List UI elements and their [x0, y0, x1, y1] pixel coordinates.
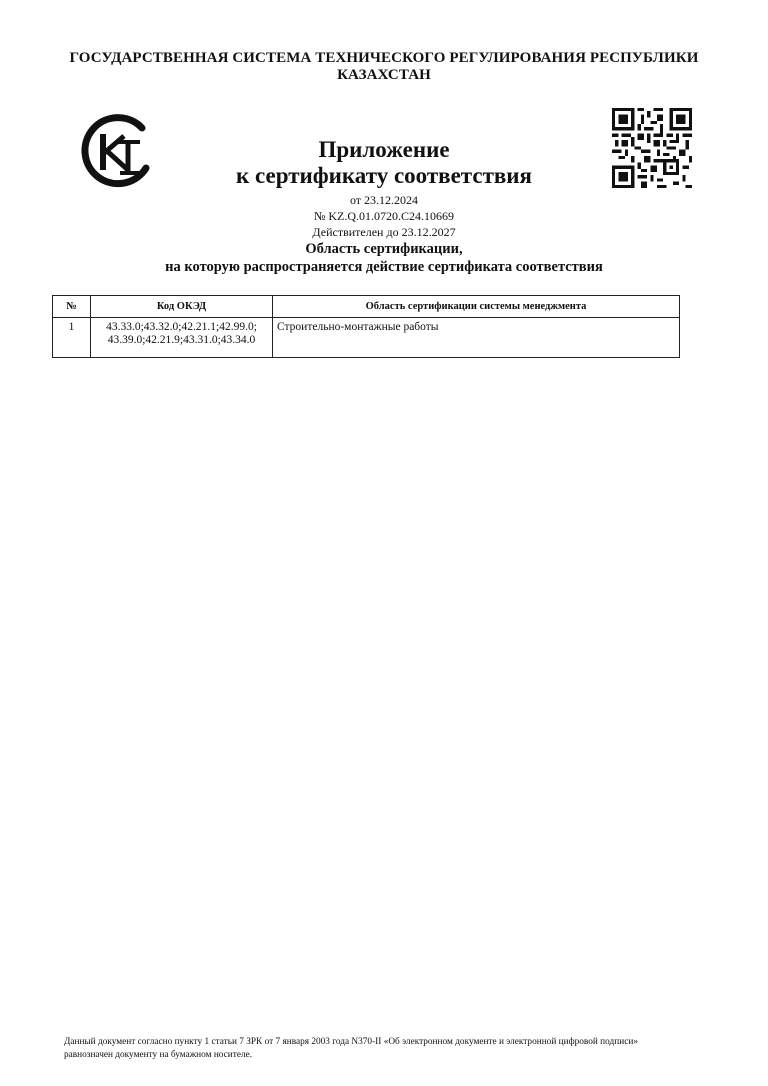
legal-footer	[64, 1036, 724, 1062]
okved-codes-line-1: 43.33.0;43.32.0;42.21.1;42.99.0;	[106, 321, 257, 333]
scope-heading-line-2: на которую распространяется действие сертификата соответствия	[165, 259, 603, 275]
valid-until: Действителен до 23.12.2027	[312, 225, 456, 239]
column-header-scope-area: Область сертификации системы менеджмента	[273, 296, 680, 318]
row-okved-codes	[91, 318, 273, 358]
okved-codes-line-2: 43.39.0;42.21.9;43.31.0;43.34.0	[107, 334, 256, 346]
column-header-number: №	[53, 296, 91, 318]
organization-line-2: КАЗАХСТАН	[337, 67, 431, 83]
document-title: Приложение	[318, 137, 450, 162]
organization-line-1: ГОСУДАРСТВЕННАЯ СИСТЕМА ТЕХНИЧЕСКОГО РЕГУЛИРОВАНИЯ РЕСПУБЛИКИ	[69, 50, 699, 66]
scope-heading-line-1: Область сертификации,	[305, 241, 463, 257]
certificate-number: № KZ.Q.01.0720.C24.10669	[313, 209, 455, 223]
row-scope-area: Строительно-монтажные работы	[273, 318, 680, 358]
table-row	[53, 318, 680, 358]
certification-scope-table	[52, 295, 680, 358]
footer-line-2: равнозначен документу на бумажном носителе.	[64, 1050, 253, 1060]
organization-header	[0, 50, 768, 84]
row-number: 1	[53, 318, 91, 358]
footer-line-1: Данный документ согласно пункту 1 статьи 7 ЗРК от 7 января 2003 года N370-II «Об электронном документе и электронной цифровой подписи»	[64, 1037, 638, 1047]
document-subtitle: к сертификату соответствия	[236, 163, 532, 188]
table-header-row	[53, 296, 680, 318]
issue-date: от 23.12.2024	[349, 193, 419, 207]
column-header-okved-code: Код ОКЭД	[91, 296, 273, 318]
